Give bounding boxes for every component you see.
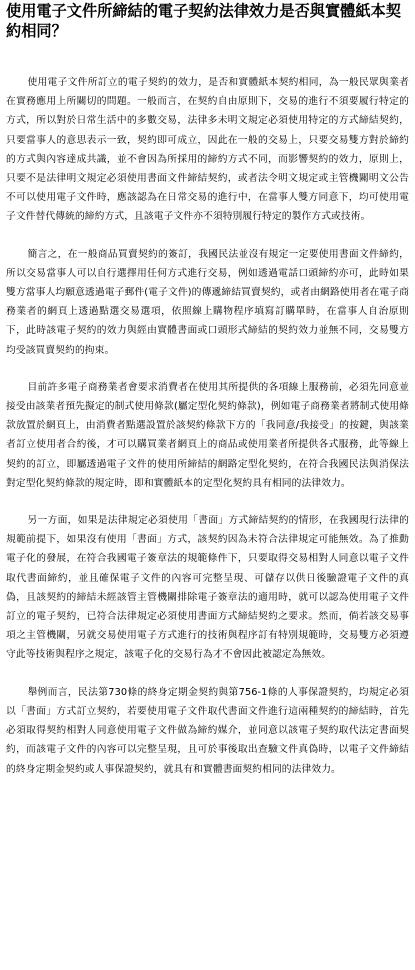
- paragraph-4: 另一方面，如果是法律規定必須使用「書面」方式締結契約的情形，在我國現行法律的規範前提下，如果沒有使用「書面」方式，該契約因為未符合法律規定可能無效。為了推動電子化的發展，在符合我國電子簽章法的規範條件下，只要取得交易相對人同意以電子文件取代書面締約，並且確保電子文件的內容可完整呈現、可儲存以供日後驗證電子文件的真偽，且該契約的締結未經該管主管機關排除電子簽章法的適用時，就可以認為使用電子文件訂立的電子契約，已符合法律規定必須使用書面方式締結契約之要求。然而，倘若該交易事項之主管機關，另就交易使用電子方式進行的技術與程序訂有特別規範時，交易雙方必須遵守此等技術與程序之規定，該電子化的交易行為才不會因此被認定為無效。: [6, 515, 409, 661]
- paragraph-3: 目前許多電子商務業者會要求消費者在使用其所提供的各項線上服務前，必須先同意並接受由該業者預先擬定的制式使用條款(屬定型化契約條款)，例如電子商務業者將制式使用條款放置於網頁上，由消費者點選設置於該契約條款下方的「我同意/我接受」的按鍵，與該業者訂立使用者合約後，才可以購買業者網頁上的商品或使用業者所提供各式服務，此等線上契約的訂立，即屬透過電子文件的使用所締結的網路定型化契約，在符合我國民法與消保法對定型化契約條款的規定時，即和實體紙本的定型化契約具有相同的法律效力。: [6, 381, 409, 489]
- article-title: 使用電子文件所締結的電子契約法律效力是否與實體紙本契約相同？: [6, 2, 401, 40]
- paragraph-1: 使用電子文件所訂立的電子契約的效力，是否和實體紙本契約相同，為一般民眾與業者在實務應用上所關切的問題。一般而言，在契約自由原則下，交易的進行不須要履行特定的方式，所以對於日常生活中的多數交易，法律多未明文規定必須使用特定的方式締結契約，只要當事人的意思表示一致，契約即可成立，因此在一般的交易上，只要交易雙方對於締約的方式與內容達成共識，並不會因為所採用的締約方式不同，而影響契約的效力，原則上，只要不是法律明文規定必須使用書面文件締結契約，或者法令明文規定或主管機關明文公告不可以使用電子文件時，應該認為在日常交易的進行中，在當事人雙方同意下，均可使用電子文件替代傳統的締約方式，且該電子文件亦不須特別履行特定的製作方式或技術。: [6, 77, 409, 223]
- paragraph-2: 簡言之，在一般商品買賣契約的簽訂，我國民法並沒有規定一定要使用書面文件締約，所以交易當事人可以自行選擇用任何方式進行交易，例如透過電話口頭締約亦可，此時如果雙方當事人均願意透過電子郵件(電子文件)的傳遞締結買賣契約，或者由網路使用者在電子商務業者的網頁上透過點選交易選項，依照線上購物程序填寫訂購單時，在當事人自治原則下，此時該電子契約的效力與經由實體書面或口頭形式締結的契約效力並無不同，交易雙方均受該買賣契約的拘束。: [6, 248, 409, 356]
- paragraph-5: 舉例而言，民法第730條的終身定期金契約與第756-1條的人事保證契約，均規定必須以「書面」方式訂立契約，若要使用電子文件取代書面文件進行這兩種契約的締結時，首先必須取得契約相對人同意使用電子文件做為締約媒介，並同意以該電子契約取代法定書面契約，而該電子文件的內容可以完整呈現，且可於事後取出查驗文件真偽時，以電子文件締結的終身定期金契約或人事保證契約，就具有和實體書面契約相同的法律效力。: [6, 686, 409, 775]
